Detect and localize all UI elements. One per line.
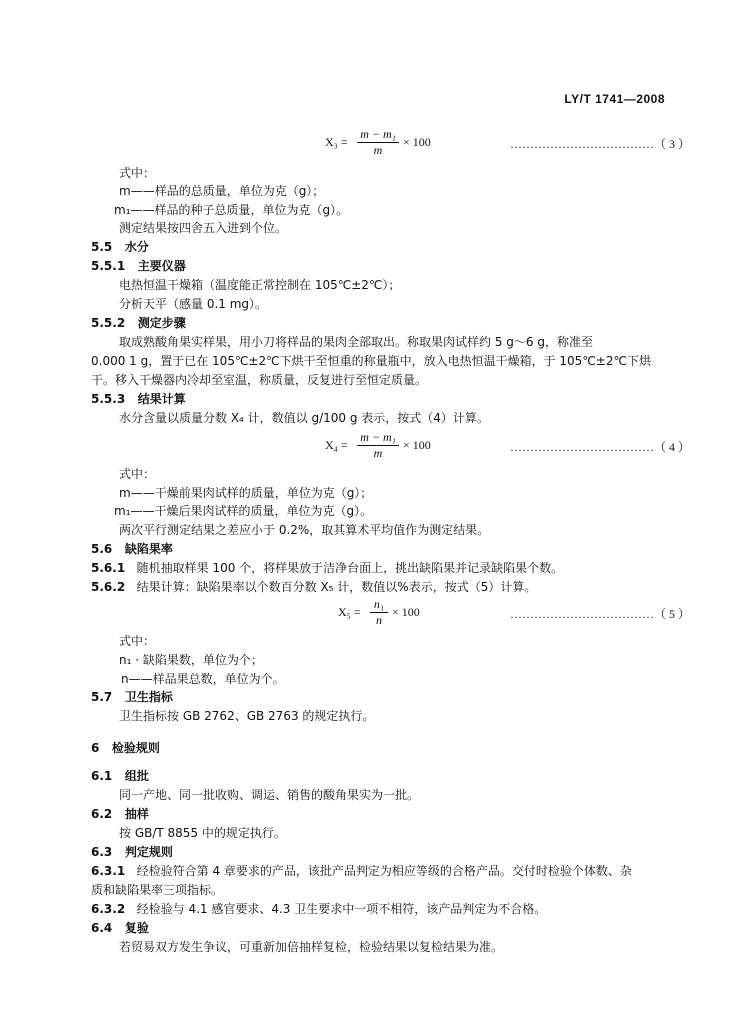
section-6-2-heading — [91, 806, 149, 822]
definition-m: m——样品的总质量，单位为克（g）； — [119, 184, 325, 198]
paragraph-line: 取成熟酸角果实样果，用小刀将样品的果肉全部取出。称取果肉试样约 5 g～6 g，称准至 — [119, 335, 593, 349]
multiplier: × 100 — [403, 438, 431, 452]
paragraph-line: 干。移入干燥器内冷却至室温，称质量，反复进行至恒定质量。 — [91, 373, 428, 387]
standard-code: LY/T 1741—2008 — [564, 92, 665, 106]
fraction — [357, 128, 399, 157]
section-5-5-1-heading — [91, 258, 186, 274]
section-6-1-heading — [91, 768, 149, 784]
paragraph-line: 卫生指标按 GB 2762、GB 2763 的规定执行。 — [119, 709, 375, 723]
paragraph-text: 经检验与 4.1 感官要求、4.3 卫生要求中一项不相符，该产品判定为不合格。 — [136, 902, 547, 916]
paragraph-line: 分析天平（感量 0.1 mg）。 — [119, 297, 268, 311]
section-title: 结果计算 — [137, 392, 186, 406]
fraction — [370, 598, 388, 627]
section-number: 6 — [91, 741, 100, 755]
section-number: 5.5 — [91, 240, 113, 254]
section-title: 检验规则 — [111, 741, 160, 755]
section-number: 5.5.3 — [91, 392, 126, 406]
equation-number: ………………………………（ 3 ） — [510, 137, 691, 151]
paragraph-line: 水分含量以质量分数 X₄ 计，数值以 g/100 g 表示，按式（4）计算。 — [119, 411, 489, 425]
where-label: 式中： — [119, 467, 156, 481]
section-number: 6.2 — [91, 807, 113, 821]
section-title: 水分 — [124, 240, 149, 254]
definition-n: n——样品果总数，单位为个。 — [121, 672, 285, 686]
section-number: 6.1 — [91, 769, 113, 783]
formula-lhs: X₄ = — [325, 438, 348, 452]
section-number: 6.3.2 — [91, 902, 126, 916]
section-number: 5.5.2 — [91, 316, 126, 330]
section-5-6-heading — [91, 541, 173, 557]
equation-number: ………………………………（ 5 ） — [510, 607, 691, 621]
multiplier: × 100 — [392, 605, 420, 619]
rounding-note: 测定结果按四舍五入进到个位。 — [119, 221, 288, 235]
section-6-heading — [91, 740, 160, 756]
equation-number: ………………………………（ 4 ） — [510, 440, 691, 454]
section-number: 5.7 — [91, 690, 113, 704]
where-label: 式中： — [119, 166, 156, 180]
definition-m1: m₁——样品的种子总质量，单位为克（g）。 — [114, 203, 349, 217]
section-number: 5.5.1 — [91, 259, 126, 273]
section-5-7-heading — [91, 689, 173, 705]
section-title: 组批 — [124, 769, 149, 783]
paragraph-text: 结果计算：缺陷果率以个数百分数 X₅ 计，数值以%表示，按式（5）计算。 — [136, 580, 537, 594]
section-5-6-2 — [91, 579, 536, 595]
paragraph-text: 随机抽取样果 100 个，将样果放于洁净台面上，挑出缺陷果并记录缺陷果个数。 — [136, 561, 564, 575]
where-label: 式中： — [119, 634, 156, 648]
section-title: 测定步骤 — [137, 316, 186, 330]
definition-m1: m₁——干燥后果肉试样的质量，单位为克（g）。 — [114, 504, 373, 518]
section-number: 5.6.1 — [91, 561, 126, 575]
section-6-3-heading — [91, 844, 173, 860]
section-title: 卫生指标 — [124, 690, 173, 704]
paragraph-text: 经检验符合第 4 章要求的产品，该批产品判定为相应等级的合格产品。交付时检验个体数、杂 — [136, 864, 632, 878]
paragraph-line: 质和缺陷果率三项指标。 — [91, 883, 224, 897]
denominator: n — [376, 613, 382, 627]
section-5-5-heading — [91, 239, 149, 255]
paragraph-line: 同一产地、同一批收购、调运、销售的酸角果实为一批。 — [119, 788, 420, 802]
paragraph-line: 若贸易双方发生争议，可重新加倍抽样复检，检验结果以复检结果为准。 — [119, 940, 504, 954]
section-title: 缺陷果率 — [124, 542, 173, 556]
section-5-6-1 — [91, 560, 563, 576]
section-6-3-2 — [91, 901, 546, 917]
multiplier: × 100 — [403, 135, 431, 149]
section-number: 6.4 — [91, 921, 113, 935]
section-title: 复验 — [124, 921, 149, 935]
section-5-5-3-heading — [91, 391, 186, 407]
formula-3 — [325, 127, 691, 158]
section-number: 5.6.2 — [91, 580, 126, 594]
section-number: 6.3 — [91, 845, 113, 859]
section-title: 主要仪器 — [137, 259, 186, 273]
section-5-5-2-heading — [91, 315, 186, 331]
section-6-3-1 — [91, 863, 632, 879]
formula-lhs: X₃ = — [325, 135, 348, 149]
fraction — [357, 431, 399, 460]
paragraph-line: 电热恒温干燥箱（温度能正常控制在 105℃±2℃）； — [119, 278, 401, 292]
paragraph-line: 按 GB/T 8855 中的规定执行。 — [119, 826, 286, 840]
section-number: 5.6 — [91, 542, 113, 556]
definition-m: m——干燥前果肉试样的质量，单位为克（g）； — [119, 486, 373, 500]
numerator: n₁ — [373, 597, 385, 611]
section-number: 6.3.1 — [91, 864, 126, 878]
section-title: 判定规则 — [124, 845, 173, 859]
formula-4 — [325, 430, 691, 461]
denominator: m — [373, 143, 383, 157]
formula-lhs: X₅ = — [338, 605, 361, 619]
definition-n1: n₁ · 缺陷果数，单位为个； — [119, 653, 263, 667]
section-title: 抽样 — [124, 807, 149, 821]
numerator: m − m₁ — [360, 127, 396, 141]
numerator: m − m₁ — [360, 430, 396, 444]
section-6-4-heading — [91, 920, 149, 936]
formula-5 — [338, 597, 691, 628]
tolerance-note: 两次平行测定结果之差应小于 0.2%，取其算术平均值作为测定结果。 — [119, 523, 490, 537]
paragraph-line: 0.000 1 g，置于已在 105℃±2℃下烘干至恒重的称量瓶中，放入电热恒温干燥箱，于 105℃±2℃下烘 — [91, 354, 651, 368]
denominator: m — [373, 446, 383, 460]
